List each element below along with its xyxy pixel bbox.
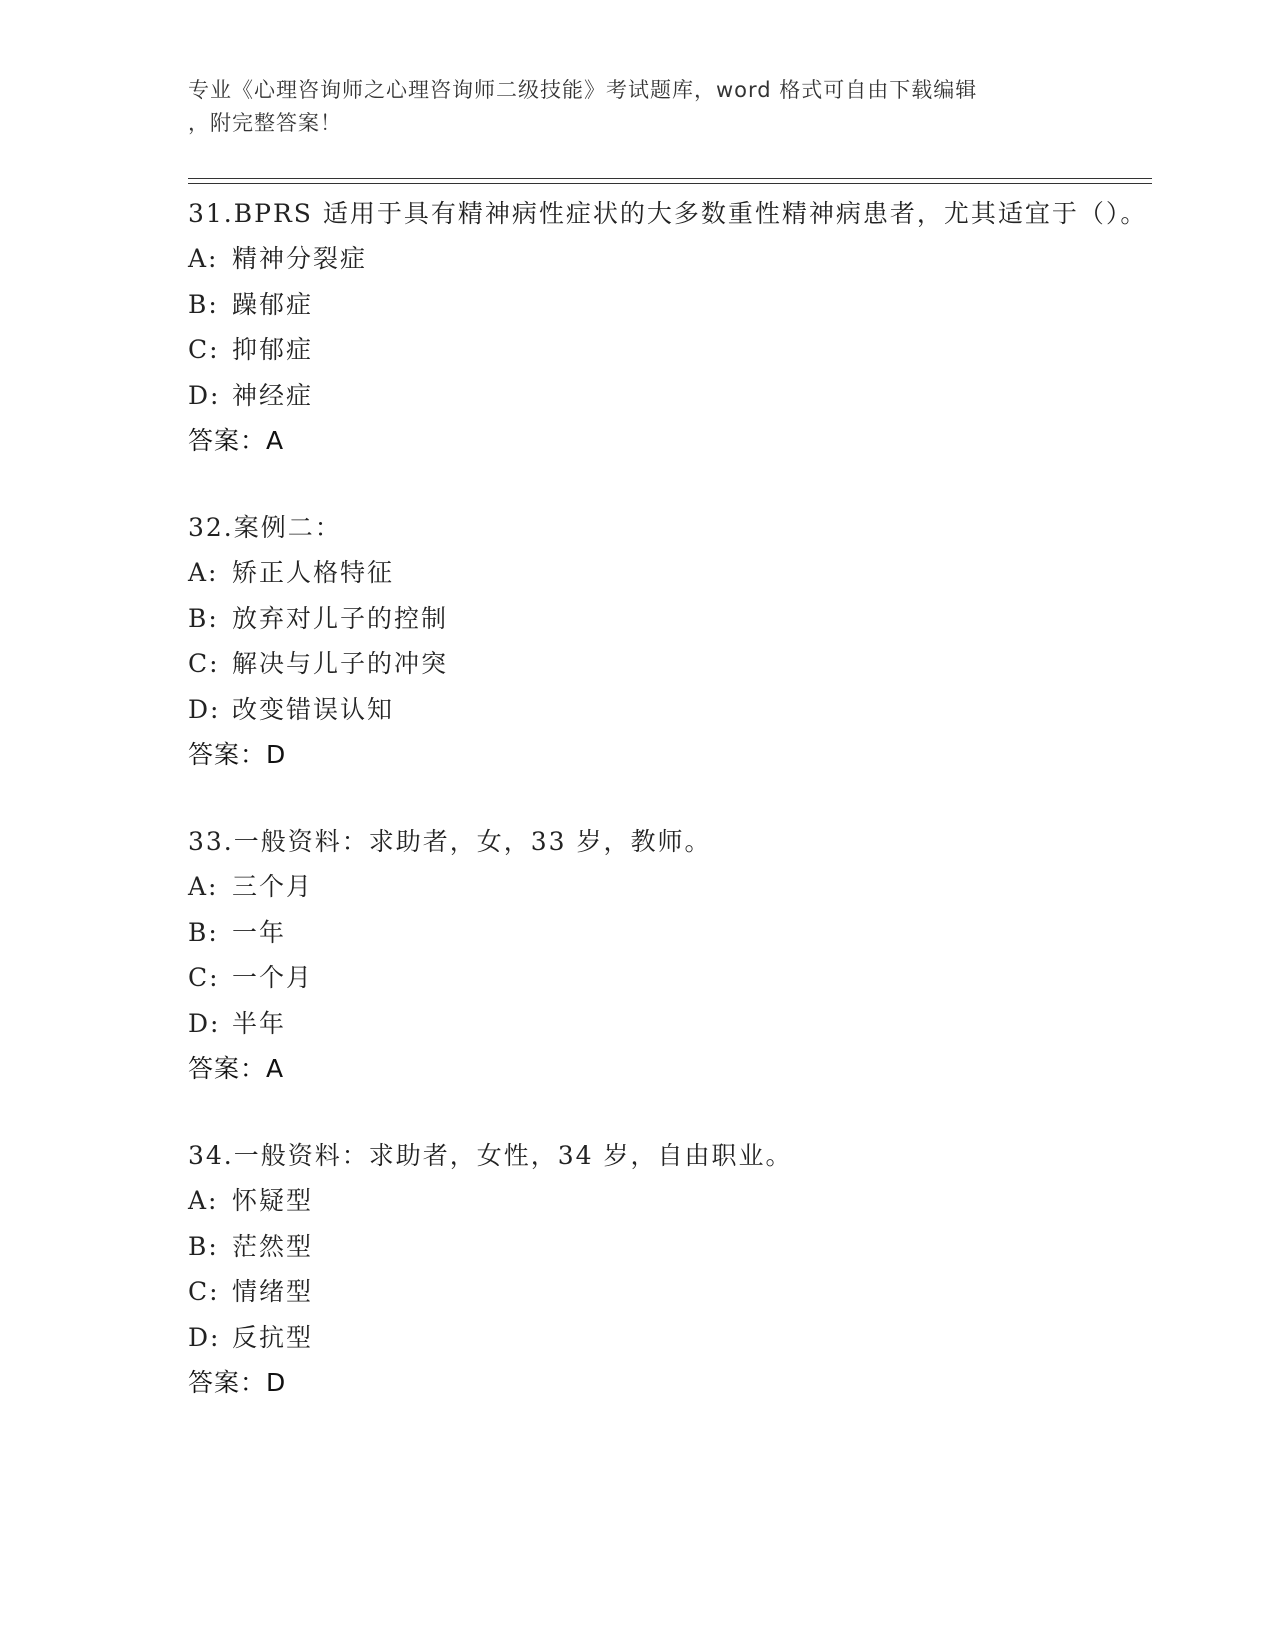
header-line-1: 专业《心理咨询师之心理咨询师二级技能》考试题库，word 格式可自由下载编辑 (188, 78, 978, 102)
option-text: 解决与儿子的冲突 (232, 649, 449, 678)
option-b (188, 1224, 1148, 1270)
answer-line: 答案：D (188, 1368, 287, 1397)
question-list (188, 191, 1148, 1405)
option-text: 矫正人格特征 (232, 558, 395, 587)
option-text: 反抗型 (232, 1322, 314, 1352)
option-letter: B: (188, 289, 219, 319)
option-letter: B: (188, 603, 219, 633)
option-text: 怀疑型 (232, 1186, 314, 1215)
option-d (188, 373, 1148, 419)
option-b (188, 596, 1148, 642)
option-letter: B: (188, 1231, 219, 1261)
option-text: 精神分裂症 (232, 244, 368, 273)
question-stem: 32.案例二： (188, 513, 342, 542)
option-c (188, 327, 1148, 373)
option-letter: A: (188, 244, 219, 273)
question-32 (188, 505, 1148, 777)
option-a (188, 550, 1148, 596)
option-text: 抑郁症 (232, 335, 314, 364)
option-b (188, 282, 1148, 328)
option-d (188, 1315, 1148, 1361)
answer-line: 答案：A (188, 1054, 285, 1083)
question-33 (188, 819, 1148, 1091)
option-letter: A: (188, 872, 219, 901)
option-text: 神经症 (232, 380, 314, 410)
option-text: 一年 (232, 917, 287, 947)
answer-line: 答案：A (188, 426, 285, 455)
option-letter: C: (188, 1277, 220, 1306)
header-divider-bottom (188, 183, 1152, 184)
question-stem: 33.一般资料：求助者，女，33 岁，教师。 (188, 827, 712, 856)
option-letter: C: (188, 335, 220, 364)
question-34 (188, 1133, 1148, 1405)
option-text: 茫然型 (232, 1231, 314, 1261)
option-text: 半年 (232, 1008, 287, 1038)
question-31 (188, 191, 1148, 463)
option-text: 放弃对儿子的控制 (232, 603, 449, 633)
option-c (188, 955, 1148, 1001)
option-text: 一个月 (232, 963, 314, 992)
document-header (188, 74, 1088, 140)
option-text: 改变错误认知 (232, 694, 395, 724)
option-letter: A: (188, 1186, 219, 1215)
option-a (188, 1178, 1148, 1224)
option-letter: D: (188, 694, 221, 724)
option-b (188, 910, 1148, 956)
option-c (188, 1269, 1148, 1315)
question-stem: 31.BPRS 适用于具有精神病性症状的大多数重性精神病患者，尤其适宜于（）。 (188, 199, 1148, 228)
option-letter: C: (188, 649, 220, 678)
option-text: 躁郁症 (232, 289, 314, 319)
option-letter: D: (188, 380, 221, 410)
header-line-2: ，附完整答案！ (188, 111, 342, 135)
option-c (188, 641, 1148, 687)
header-divider-top (188, 178, 1152, 179)
option-letter: D: (188, 1008, 221, 1038)
option-letter: C: (188, 963, 220, 992)
question-stem: 34.一般资料：求助者，女性，34 岁，自由职业。 (188, 1141, 793, 1170)
option-letter: D: (188, 1322, 221, 1352)
option-letter: A: (188, 558, 219, 587)
option-a (188, 864, 1148, 910)
option-letter: B: (188, 917, 219, 947)
option-d (188, 1001, 1148, 1047)
option-text: 三个月 (232, 872, 314, 901)
option-a (188, 236, 1148, 282)
option-text: 情绪型 (232, 1277, 314, 1306)
answer-line: 答案：D (188, 740, 287, 769)
option-d (188, 687, 1148, 733)
